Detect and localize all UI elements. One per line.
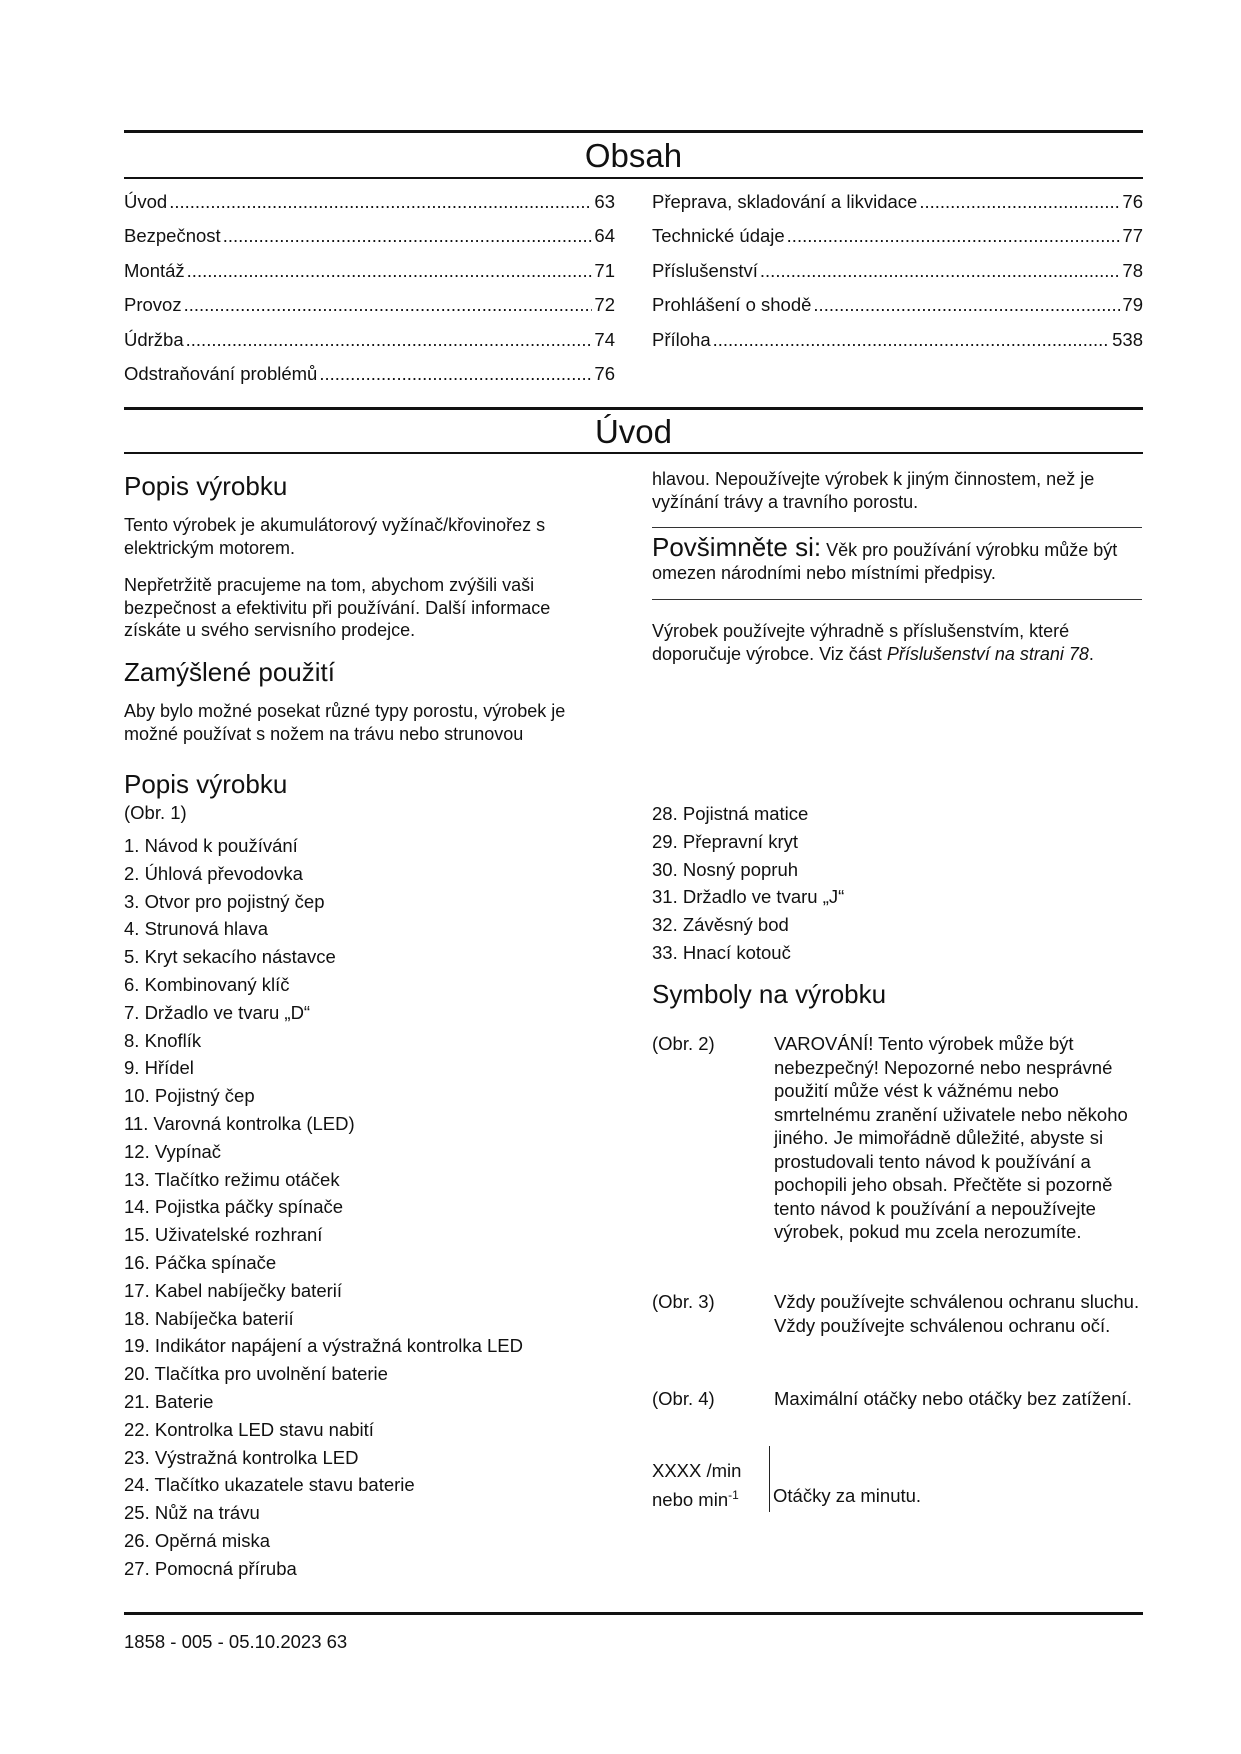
- toc-entry-label: Odstraňování problémů: [124, 363, 318, 384]
- overview-list-left: [124, 834, 644, 1585]
- symbol-row: [652, 1387, 1142, 1447]
- list-item: 13. Tlačítko režimu otáček: [124, 1168, 340, 1190]
- toc-entry-page: 78: [1122, 260, 1143, 281]
- note-top-rule: [652, 527, 1142, 528]
- list-item: 21. Baterie: [124, 1390, 214, 1412]
- intro-title: Úvod: [594, 413, 673, 450]
- toc-bottom-rule: [124, 177, 1143, 179]
- list-item: 9. Hřídel: [124, 1057, 194, 1079]
- list-item: 6. Kombinovaný klíč: [124, 973, 290, 995]
- footer-text: 1858 - 005 - 05.10.2023 63: [124, 1631, 348, 1652]
- intended-use-heading: Zamýšlené použití: [124, 657, 335, 687]
- toc-entry-page: 77: [1122, 225, 1143, 246]
- toc-entry[interactable]: [124, 224, 615, 258]
- toc-entry-page: 76: [594, 363, 615, 384]
- list-item: 16. Páčka spínače: [124, 1251, 277, 1273]
- toc-entry-label: Prohlášení o shodě: [652, 294, 812, 315]
- rpm-key-superscript: -1: [728, 1488, 739, 1502]
- list-item: 10. Pojistný čep: [124, 1085, 255, 1107]
- rpm-key-line2: [652, 1483, 741, 1512]
- note-bottom-rule: [652, 599, 1142, 600]
- intended-use-paragraph: Aby bylo možné posekat různé typy porostu, výrobek je možné používat s nožem na trávu nebo strunovou: [124, 701, 566, 744]
- intro-bottom-rule: [124, 452, 1143, 454]
- note-label: Povšimněte si:: [652, 532, 822, 562]
- toc-entry-label: Příloha: [652, 329, 711, 350]
- toc-entry-page: 64: [594, 225, 615, 246]
- accessories-end: .: [1088, 643, 1094, 664]
- toc-entry-label: Montáž: [124, 260, 185, 281]
- symbol-row: [652, 1290, 1142, 1370]
- toc-entry-page: 63: [594, 191, 615, 212]
- toc-entry[interactable]: [124, 259, 615, 293]
- toc-entry-label: Technické údaje: [652, 225, 785, 246]
- list-item: 5. Kryt sekacího nástavce: [124, 946, 336, 968]
- list-item: 29. Přepravní kryt: [652, 830, 799, 852]
- list-item: 30. Nosný popruh: [652, 858, 799, 880]
- toc-entry-label: Přeprava, skladování a likvidace: [652, 191, 918, 212]
- toc-entry[interactable]: [124, 328, 615, 362]
- product-desc-paragraph-2: Nepřetržitě pracujeme na tom, abychom zvýšili vaši bezpečnost a efektivitu při používání. Další informace získáte u svého servisního prodejce.: [124, 575, 551, 640]
- accessories-text: Výrobek používejte výhradně s příslušenstvím, které doporučuje výrobce. Viz část: [652, 621, 1070, 664]
- list-item: 15. Uživatelské rozhraní: [124, 1224, 323, 1246]
- toc-entry[interactable]: [652, 190, 1143, 224]
- note-box: [652, 532, 1142, 585]
- rpm-key-line1: XXXX /min: [652, 1460, 742, 1481]
- product-desc-paragraph-1: Tento výrobek je akumulátorový vyžínač/křovinořez s elektrickým motorem.: [124, 515, 546, 558]
- overview-list-right: [652, 802, 1172, 969]
- toc-title: Obsah: [584, 137, 683, 174]
- toc-entry-page: 72: [594, 294, 615, 315]
- list-item: 32. Závěsný bod: [652, 914, 789, 936]
- toc-entry-page: 74: [594, 329, 615, 350]
- toc-entry[interactable]: [124, 190, 615, 224]
- toc-entry[interactable]: [124, 293, 615, 327]
- rpm-description: Otáčky za minutu.: [773, 1485, 922, 1506]
- list-item: 17. Kabel nabíječky baterií: [124, 1279, 343, 1301]
- list-item: 12. Vypínač: [124, 1140, 222, 1162]
- product-desc-heading: Popis výrobku: [124, 471, 288, 501]
- toc-entry-page: 538: [1112, 329, 1143, 350]
- rpm-key: [652, 1458, 741, 1512]
- list-item: 28. Pojistná matice: [652, 803, 809, 824]
- intro-top-rule: [124, 407, 1143, 410]
- symbol-figure-ref: (Obr. 3): [652, 1291, 715, 1312]
- toc-entry-label: Bezpečnost: [124, 225, 221, 246]
- list-item: 1. Návod k používání: [124, 835, 298, 856]
- overview-figure-ref: (Obr. 1): [124, 802, 187, 823]
- intended-use-paragraph-continued: hlavou. Nepoužívejte výrobek k jiným činnostem, než je vyžínání trávy a travního porostu.: [652, 469, 1095, 512]
- list-item: 18. Nabíječka baterií: [124, 1307, 294, 1329]
- toc-top-rule: [124, 130, 1143, 133]
- list-item: 20. Tlačítka pro uvolnění baterie: [124, 1363, 388, 1385]
- symbol-row: [652, 1032, 1142, 1272]
- toc-entry-page: 79: [1122, 294, 1143, 315]
- footer-rule: [124, 1612, 1143, 1615]
- list-item: 27. Pomocná příruba: [124, 1557, 297, 1579]
- symbol-description: Maximální otáčky nebo otáčky bez zatížení.: [774, 1388, 1132, 1409]
- overview-heading: Popis výrobku: [124, 769, 288, 799]
- list-item: 3. Otvor pro pojistný čep: [124, 890, 325, 912]
- list-item: 33. Hnací kotouč: [652, 941, 791, 963]
- list-item: 11. Varovná kontrolka (LED): [124, 1112, 355, 1134]
- rpm-row: [652, 1458, 1142, 1518]
- list-item: 4. Strunová hlava: [124, 918, 268, 940]
- toc-entry-label: Úvod: [124, 191, 168, 212]
- symbol-figure-ref: (Obr. 4): [652, 1388, 715, 1409]
- toc-entry[interactable]: [652, 224, 1143, 258]
- toc-entry[interactable]: [652, 328, 1143, 362]
- toc-entry-page: 71: [594, 260, 615, 281]
- rpm-divider: [769, 1446, 770, 1512]
- list-item: 24. Tlačítko ukazatele stavu baterie: [124, 1474, 415, 1496]
- list-item: 19. Indikátor napájení a výstražná kontrolka LED: [124, 1335, 524, 1357]
- toc-entry-page: 76: [1122, 191, 1143, 212]
- list-item: 31. Držadlo ve tvaru „J“: [652, 886, 845, 908]
- toc-entry[interactable]: [124, 362, 615, 396]
- symbols-heading: Symboly na výrobku: [652, 979, 887, 1009]
- list-item: 25. Nůž na trávu: [124, 1502, 260, 1524]
- symbol-description: Vždy používejte schválenou ochranu sluchu. Vždy používejte schválenou ochranu očí.: [774, 1291, 1140, 1336]
- list-item: 23. Výstražná kontrolka LED: [124, 1446, 359, 1468]
- accessories-paragraph: [652, 620, 1122, 665]
- toc-entry-label: Údržba: [124, 329, 184, 350]
- list-item: 8. Knoflík: [124, 1029, 202, 1051]
- toc-entry-label: Provoz: [124, 294, 182, 315]
- list-item: 22. Kontrolka LED stavu nabití: [124, 1418, 374, 1440]
- note-text: Věk pro používání výrobku může být omezen národními nebo místními předpisy.: [652, 540, 1118, 583]
- symbol-description: VAROVÁNÍ! Tento výrobek může být nebezpečný! Nepozorné nebo nesprávné použití může vést k vážnému nebo smrtelnému zranění uživatele nebo někoho jiného. Je mimořádně důležité, abyste si prostudovali tento návod k používání a pochopili jeho obsah. Přečtěte si pozorně tento návod k používání a nepoužívejte výrobek, pokud mu zcela nerozumíte.: [774, 1033, 1128, 1242]
- toc-entry[interactable]: [652, 293, 1143, 327]
- list-item: 14. Pojistka páčky spínače: [124, 1196, 344, 1218]
- list-item: 7. Držadlo ve tvaru „D“: [124, 1001, 311, 1023]
- list-item: 2. Úhlová převodovka: [124, 862, 303, 884]
- toc-entry-label: Příslušenství: [652, 260, 758, 281]
- accessories-link[interactable]: Příslušenství na strani 78: [886, 643, 1089, 664]
- list-item: 26. Opěrná miska: [124, 1529, 271, 1551]
- toc-entry[interactable]: [652, 259, 1143, 293]
- symbol-figure-ref: (Obr. 2): [652, 1033, 715, 1054]
- rpm-key-line2-text: nebo min: [652, 1489, 729, 1511]
